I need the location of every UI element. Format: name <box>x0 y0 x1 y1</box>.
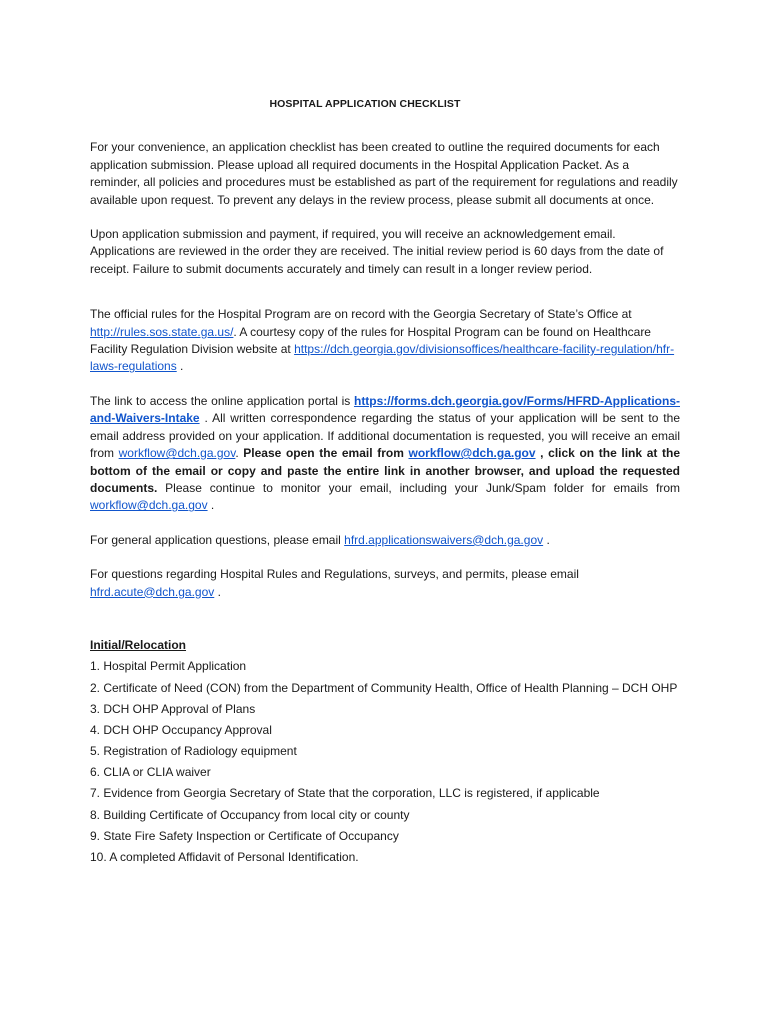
checklist-item: 8. Building Certificate of Occupancy from local city or county <box>90 807 410 822</box>
intro-paragraph: For your convenience, an application checklist has been created to outline the required documents for each application submission. Please upload all required documents in the Hospital Application Packet. As a reminder, all policies and procedures must be established as part of the requirement for regulations and readily available upon request. To prevent any delays in the review process, please submit all documents at once. <box>90 140 678 207</box>
rules-text-2: . A courtesy copy of the rules for Hospital Program can be found on Healthcare Facility Regulation Division website at <box>90 324 651 357</box>
rules-text-3: . <box>176 359 184 374</box>
applications-waivers-email-link[interactable]: hfrd.applicationswaivers@dch.ga.gov <box>344 532 544 547</box>
rules-questions-text: For questions regarding Hospital Rules and Regulations, surveys, and permits, please email <box>90 567 579 582</box>
checklist-item: 2. Certificate of Need (CON) from the Department of Community Health, Office of Health Planning – DCH OHP <box>90 680 678 695</box>
portal-paragraph <box>90 393 680 515</box>
workflow-email-link-3[interactable]: workflow@dch.ga.gov <box>90 498 208 513</box>
general-questions-text: For general application questions, please email <box>90 532 345 547</box>
rules-paragraph <box>90 306 680 376</box>
workflow-email-link-1[interactable]: workflow@dch.ga.gov <box>118 446 236 461</box>
document-page <box>90 96 680 870</box>
portal-text-4: Please continue to monitor your email, including your Junk/Spam folder for emails from <box>157 480 680 495</box>
checklist-item: 1. Hospital Permit Application <box>90 659 247 674</box>
checklist-item: 9. State Fire Safety Inspection or Certificate of Occupancy <box>90 828 399 843</box>
checklist-item: 4. DCH OHP Occupancy Approval <box>90 722 272 737</box>
checklist-item: 6. CLIA or CLIA waiver <box>90 765 211 780</box>
document-title: HOSPITAL APPLICATION CHECKLIST <box>269 98 461 110</box>
checklist-item: 10. A completed Affidavit of Personal Identification. <box>90 850 359 865</box>
checklist-item: 7. Evidence from Georgia Secretary of State that the corporation, LLC is registered, if applicable <box>90 786 600 801</box>
portal-text-1: The link to access the online application portal is <box>90 393 354 408</box>
general-questions-end: . <box>543 532 550 547</box>
checklist-item: 5. Registration of Radiology equipment <box>90 744 297 759</box>
checklist-item: 3. DCH OHP Approval of Plans <box>90 701 256 716</box>
acute-email-link[interactable]: hfrd.acute@dch.ga.gov <box>90 584 215 599</box>
portal-text-5: . <box>207 498 215 513</box>
rules-sos-link[interactable]: http://rules.sos.state.ga.us/ <box>90 324 234 339</box>
hfr-laws-regulations-link[interactable]: https://dch.georgia.gov/divisionsoffices/healthcare-facility-regulation/hfr-laws-regulations <box>90 342 675 374</box>
portal-link[interactable]: https://forms.dch.georgia.gov/Forms/HFRD-Applications-and-Waivers-Intake <box>90 393 680 426</box>
rules-questions-end: . <box>214 584 221 599</box>
portal-text-2: . All written correspondence regarding the status of your application will be sent to the email address provided on your application. If additional documentation is requested, you will receive an email from <box>90 411 680 461</box>
checklist <box>90 658 680 865</box>
portal-bold-1: Please open the email from <box>243 446 409 461</box>
rules-questions-paragraph <box>90 566 680 601</box>
section-heading-initial-relocation: Initial/Relocation <box>90 637 187 652</box>
portal-bold-2: , click on the link at the bottom of the email or copy and paste the entire link in another browser, and upload the requested documents. <box>90 446 680 495</box>
submission-paragraph: Upon application submission and payment, if required, you will receive an acknowledgement email. Applications are reviewed in the order they are received. The initial review period is 60 days from the date of receipt. Failure to submit documents accurately and timely can result in a longer review period. <box>90 227 664 276</box>
portal-text-3: . <box>235 446 244 461</box>
workflow-email-link-2[interactable]: workflow@dch.ga.gov <box>408 446 536 461</box>
general-questions-paragraph <box>90 532 680 549</box>
rules-text-1: The official rules for the Hospital Program are on record with the Georgia Secretary of State’s Office at <box>90 307 632 322</box>
